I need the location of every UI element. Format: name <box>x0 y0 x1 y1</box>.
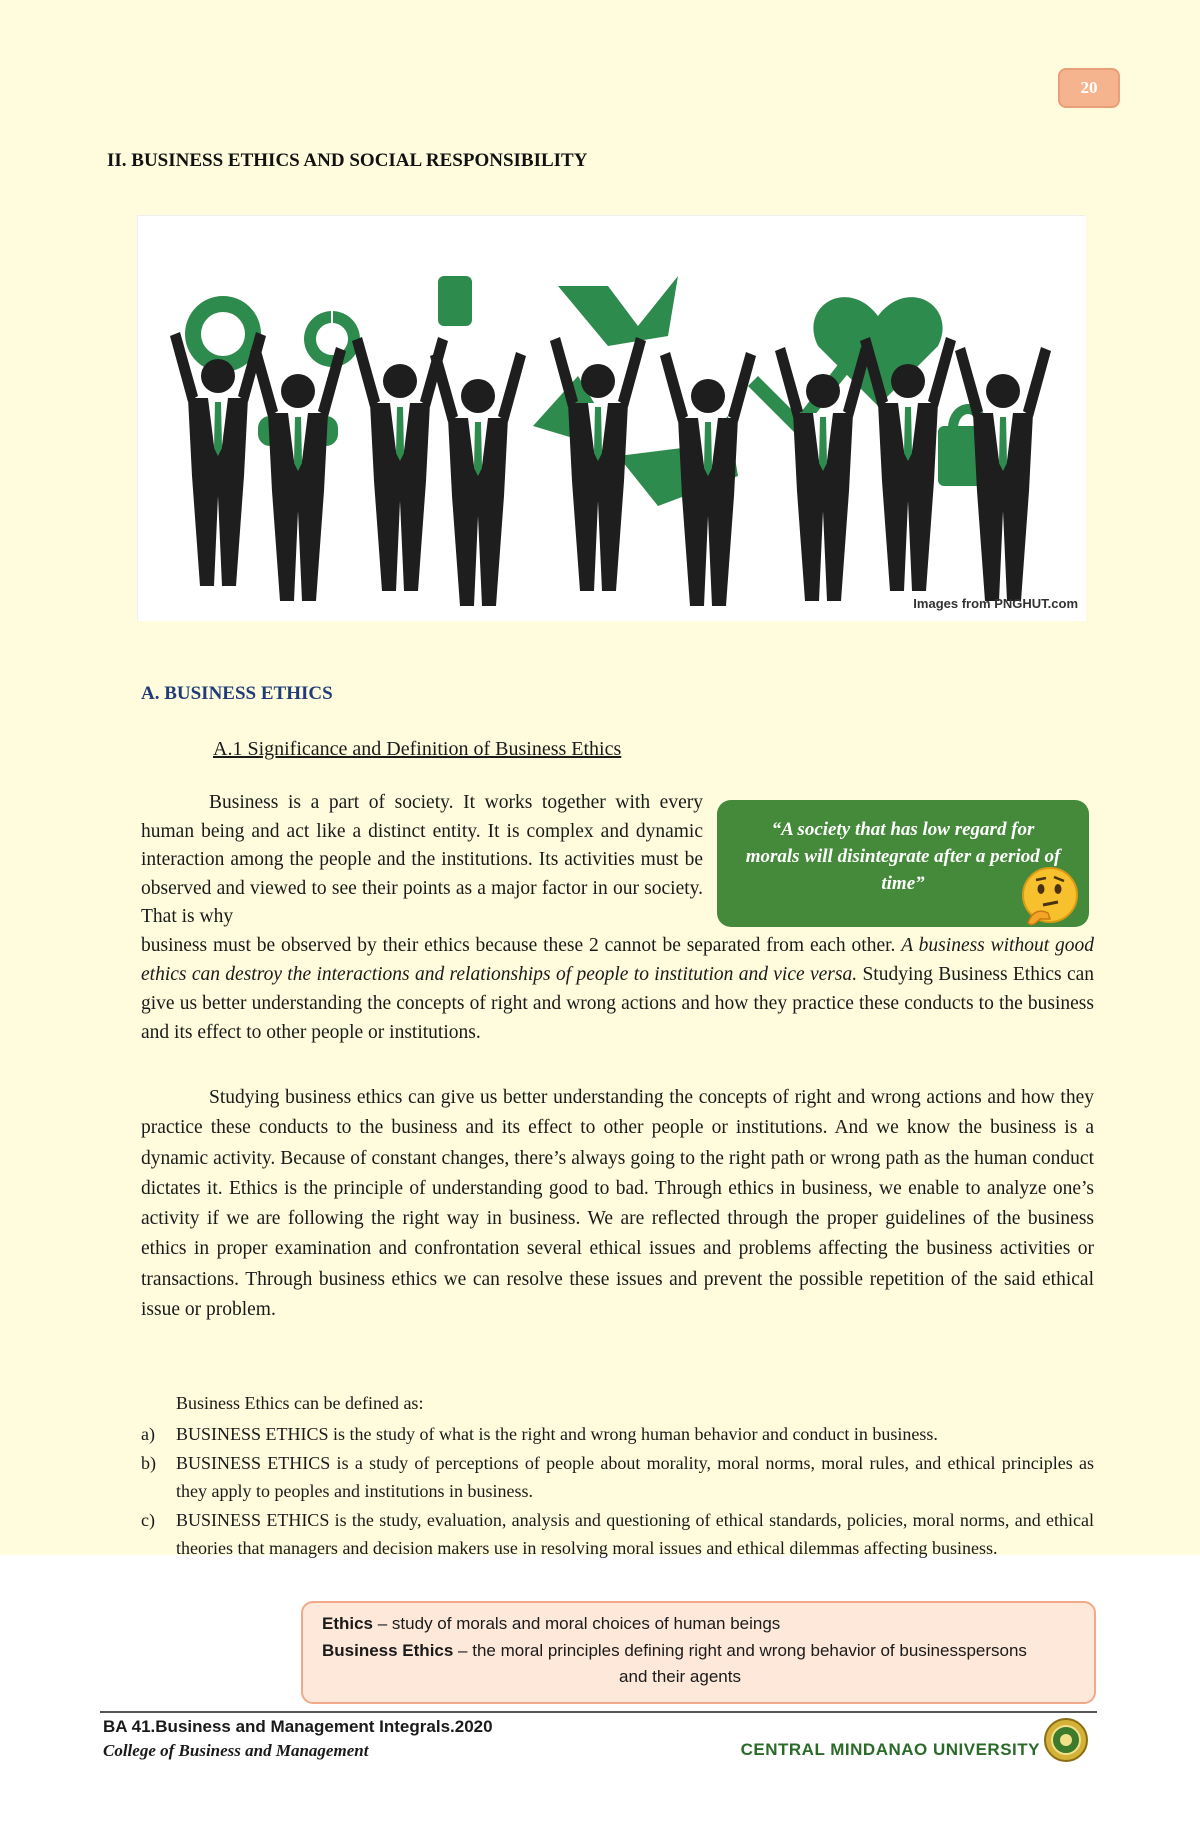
list-marker: c) <box>141 1509 155 1530</box>
section-title: II. BUSINESS ETHICS AND SOCIAL RESPONSIBILITY <box>107 150 588 171</box>
list-marker: b) <box>141 1452 156 1473</box>
section-a-heading: A. BUSINESS ETHICS <box>141 683 333 704</box>
list-item-text: BUSINESS ETHICS is a study of perceptions of people about morality, moral norms, moral rules, and ethical principles as they apply to peoples and institutions in business. <box>176 1452 1094 1501</box>
paragraph-1-plain: business must be observed by their ethics because these 2 cannot be separated from each other. <box>141 935 902 956</box>
glossary-term: Ethics <box>322 1614 374 1633</box>
paragraph-2-text: Studying business ethics can give us better understanding the concepts of right and wrong actions and how they practice these conducts to the business and its effect to other people or institutions. And we know the business is a dynamic activity. Because of constant changes, there’s always going to the right path or wrong path as the human conduct dictates it. Ethics is the principle of understanding good to bad. Through ethics in business, we enable to analyze one’s activity if we are following the right way in business. We are reflected through the proper guidelines of the business ethics in proper examination and confrontation several ethical issues and problems affecting the business activities or transactions. Through business ethics we can resolve these issues and prevent the possible repetition of the said ethical issue or problem. <box>141 1087 1094 1321</box>
list-item-text: BUSINESS ETHICS is the study of what is the right and wrong human behavior and conduct in business. <box>176 1424 938 1444</box>
glossary-line-ethics <box>322 1611 1078 1638</box>
glossary-box <box>301 1601 1096 1704</box>
section-a1-subheading: A.1 Significance and Definition of Business Ethics <box>213 738 622 760</box>
image-credit: Images from PNGHUT.com <box>913 596 1078 611</box>
list-item <box>141 1506 1094 1563</box>
footer-divider <box>100 1711 1097 1713</box>
glossary-definition-continued: and their agents <box>619 1667 741 1686</box>
hero-image <box>137 215 1085 620</box>
glossary-term: Business Ethics <box>322 1640 454 1660</box>
page-number: 20 <box>1058 68 1120 108</box>
footer-course: BA 41.Business and Management Integrals.2020 <box>103 1717 493 1736</box>
paragraph-1-end: Studying Business Ethics can give us better understanding the concepts of right and wrong actions and how they practice these conducts to the business and its effect to other people or institutions. <box>141 964 1095 1043</box>
glossary-line-business-ethics <box>322 1638 1078 1665</box>
list-item <box>141 1449 1094 1506</box>
list-marker: a) <box>141 1424 155 1444</box>
business-people-illustration <box>138 216 1086 621</box>
footer-university: CENTRAL MINDANAO UNIVERSITY <box>740 1740 1040 1759</box>
paragraph-1-intro-text: Business is a part of society. It works together with every human being and act like a distinct entity. It is complex and dynamic interaction among the people and the institutions. Its activities must be observed and viewed to see their points as a major factor in our society. That is why <box>141 792 703 927</box>
paragraph-1-italic: A business without good ethics can destroy the interactions and relationships of people to institution and vice versa. <box>141 935 1094 985</box>
footer-college: College of Business and Management <box>103 1741 369 1760</box>
paragraph-1-intro <box>141 789 703 932</box>
paragraph-2 <box>141 1083 1094 1325</box>
definitions-list <box>141 1420 1094 1563</box>
list-item <box>141 1420 1094 1449</box>
university-seal-icon <box>1044 1718 1088 1762</box>
glossary-definition: – study of morals and moral choices of human beings <box>373 1614 781 1633</box>
glossary-definition: – the moral principles defining right and wrong behavior of businesspersons <box>453 1640 1027 1660</box>
thinking-face-icon <box>1018 865 1082 929</box>
definitions-intro: Business Ethics can be defined as: <box>176 1393 424 1413</box>
quote-text: “A society that has low regard for morals will disintegrate after a period of time” <box>745 819 1061 894</box>
paragraph-1-continued <box>141 931 1094 1047</box>
list-item-text: BUSINESS ETHICS is the study, evaluation, analysis and questioning of ethical standards, policies, moral norms, and ethical theories that managers and decision makers use in resolving moral issues and ethical dilemmas affecting business. <box>176 1509 1094 1558</box>
